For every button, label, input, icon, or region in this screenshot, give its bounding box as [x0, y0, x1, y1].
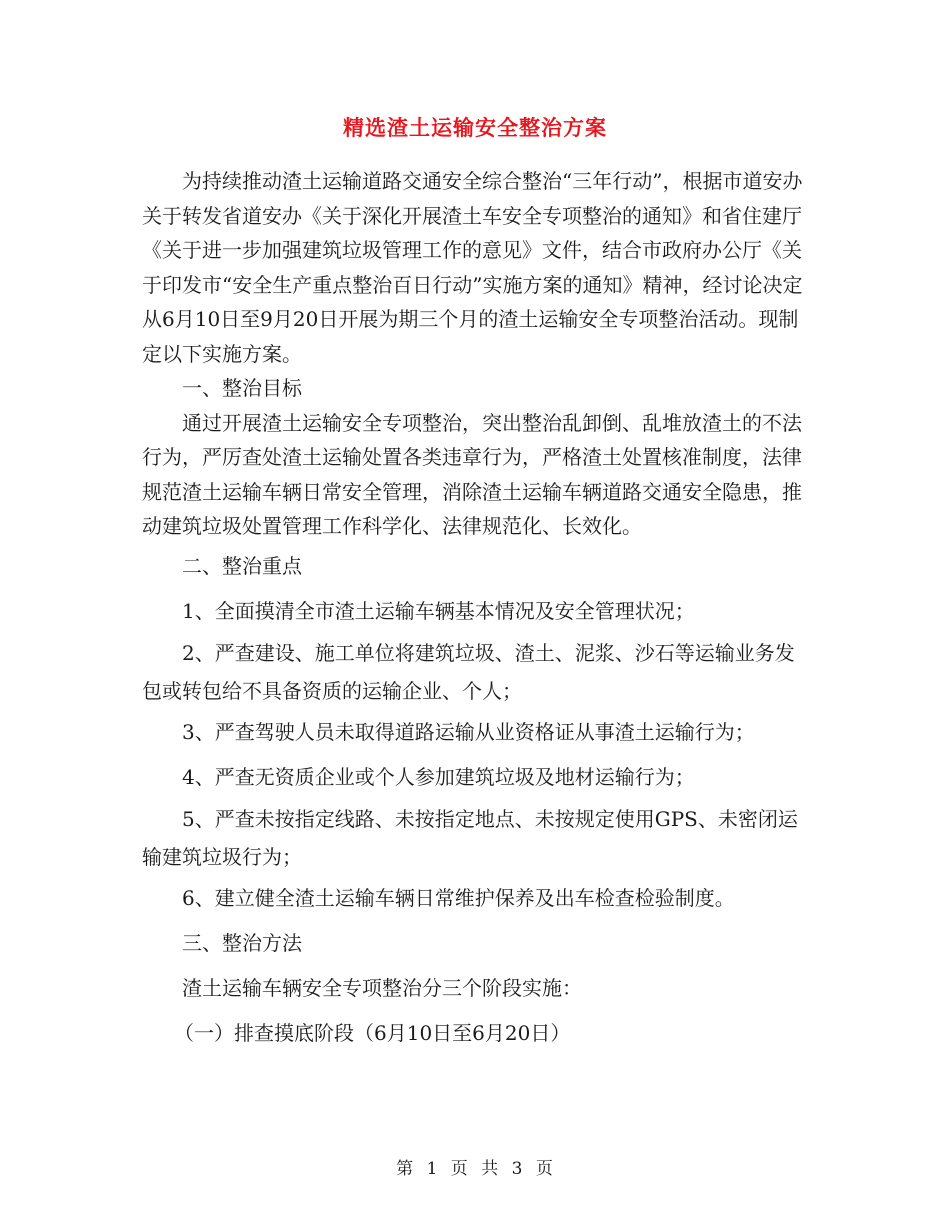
focus-item-2: 2、严查建设、施工单位将建筑垃圾、渣土、泥浆、沙石等运输业务发包或转包给不具备资质的运输企业、个人；: [142, 640, 795, 703]
section-heading-2: 二、整治重点: [182, 553, 302, 578]
focus-item-4: 4、严查无资质企业或个人参加建筑垃圾及地材运输行为；: [182, 764, 695, 789]
method-paragraph: 渣土运输车辆安全专项整治分三个阶段实施：: [182, 975, 582, 1000]
phase-heading-1: （一）排查摸底阶段（6月10日至6月20日）: [174, 1020, 571, 1045]
section-heading-1: 一、整治目标: [182, 376, 302, 400]
focus-item-3: 3、严查驾驶人员未取得道路运输从业资格证从事渣土运输行为；: [182, 719, 755, 744]
focus-item-5: 5、严查未按指定线路、未按指定地点、未按规定使用GPS、未密闭运输建筑垃圾行为；: [142, 806, 798, 869]
focus-item-1: 1、全面摸清全市渣土运输车辆基本情况及安全管理状况；: [182, 598, 695, 623]
page-footer: 第 1 页 共 3 页: [396, 1159, 554, 1179]
goal-paragraph: 通过开展渣土运输安全专项整治，突出整治乱卸倒、乱堆放渣土的不法行为，严厉查处渣土运输处置各类违章行为，严格渣土处置核准制度，法律规范渣土运输车辆日常安全管理，消除渣土运输车辆道路交通安全隐患，推动建筑垃圾处置管理工作科学化、法律规范化、长效化。: [142, 410, 802, 538]
intro-paragraph: 为持续推动渣土运输道路交通安全综合整治“三年行动”，根据市道安办关于转发省道安办《关于深化开展渣土车安全专项整治的通知》和省住建厅《关于进一步加强建筑垃圾管理工作的意见》文件，结合市政府办公厅《关于印发市“安全生产重点整治百日行动”实施方案的通知》精神，经讨论决定从6月10日至9月20日开展为期三个月的渣土运输安全专项整治活动。现制定以下实施方案。: [142, 169, 803, 366]
document-title: 精选渣土运输安全整治方案: [343, 116, 607, 140]
focus-item-6: 6、建立健全渣土运输车辆日常维护保养及出车检查检验制度。: [182, 885, 735, 910]
section-heading-3: 三、整治方法: [182, 930, 302, 955]
document-body: [142, 164, 810, 1056]
